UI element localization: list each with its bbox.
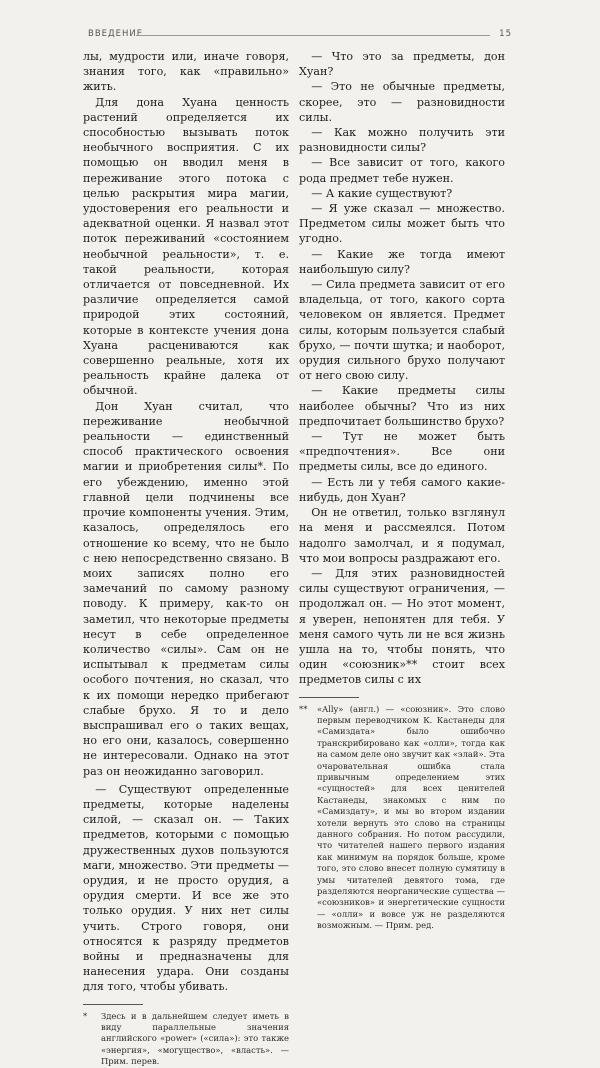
footnote-mark: *: [83, 1010, 88, 1021]
header-rule: [136, 35, 490, 36]
paragraph: лы, мудрости или, иначе говоря, знания того, как «правильно» жить.: [83, 50, 289, 94]
footnote-text: Здесь и в дальнейшем следует иметь в виду параллельные значения английского «power» («сила»): это также «энергия», «могущество», «власть». — Прим. перев.: [101, 1010, 289, 1067]
paragraph: Он не ответил, только взглянул на меня и рассмеялся. Потом надолго замолчал, и я подумал, что мои вопросы раздражают его.: [299, 506, 505, 565]
dialogue-line: — Как можно получить эти разновидности силы?: [299, 126, 505, 155]
footnote-rule: [83, 1004, 143, 1005]
dialogue-line: — Какие предметы силы наиболее обычны? Что из них предпочитает большинство брухо?: [299, 384, 505, 428]
footnote-mark: **: [299, 703, 308, 714]
footnote-text: «Ally» (англ.) — «союзник». Это слово первым переводчиком К. Кастанеды для «Самиздата» было ошибочно транскрибировано как «олли», тогда как на самом деле оно звучит как «элай». Эта очаровательная ошибка стала привычным определением этих «сущностей» для всех ценителей Кастанеды, знакомых с ним по «Самиздату», и мы во втором издании хотели вернуть это слово на страницы данного собрания. Но потом рассудили, что читателей нашего первого издания как минимум на порядок больше, кроме того, это слово внесет полную сумятицу в умы читателей девятого тома, где разделяются неорганические существа — «союзников» и энергетические сущности — «олли» и вовсе уж не разделяются возможным. — Прим. ред.: [317, 703, 505, 931]
dialogue-line: — Тут не может быть «предпочтения». Все они предметы силы, все до единого.: [299, 430, 505, 474]
dialogue-line: — Для этих разновидностей силы существуют ограничения, — продолжал он. — Но этот момент, я уверен, непонятен для тебя. У меня самого чуть ли не вся жизнь ушла на то, чтобы понять, что один «союзник»** стоит всех предметов силы с их: [299, 566, 505, 687]
dialogue-line: — Это не обычные предметы, скорее, это — разновидности силы.: [299, 80, 505, 124]
dialogue-line: — Есть ли у тебя самого какие-нибудь, дон Хуан?: [299, 475, 505, 504]
dialogue-line: — Я уже сказал — множество. Предметом силы может быть что угодно.: [299, 202, 505, 246]
dialogue-line: — А какие существуют?: [311, 186, 453, 200]
dialogue-line: — Все зависит от того, какого рода предмет тебе нужен.: [299, 156, 505, 185]
dialogue-line: — Какие же тогда имеют наибольшую силу?: [299, 247, 505, 276]
paragraph: — Существуют определенные предметы, которые наделены силой, — сказал он. — Таких предметов, которыми с помощью дружественных духов пользуются маги, множество. Эти предметы — орудия, и не просто орудия, а орудия смерти. И все же это только орудия. У них нет силы учить. Строго говоря, они относятся к разряду предметов войны и предназначены для нанесения удара. Они созданы для того, чтобы убивать.: [83, 782, 289, 994]
dialogue-line: — Что это за предметы, дон Хуан?: [299, 50, 505, 79]
running-header: [88, 29, 512, 41]
page-number: 15: [499, 29, 512, 39]
paragraph: Для дона Хуана ценность растений определяется их способностью вызывать поток необычного восприятия. С их помощью он вводил меня в переживание этого потока с целью раскрытия мира магии, удостоверения его реальности и адекватной оценки. Я назвал этот поток переживаний «состоянием необычной реальности», т. е. такой реальности, которая отличается от повседневной. Их различие определяется самой природой этих состояний, которые в контексте учения дона Хуана расцениваются как совершенно реальные, хотя их реальность крайне далека от обычной.: [83, 95, 289, 398]
chapter-title: ВВЕДЕНИЕ: [88, 29, 144, 39]
dialogue-line: — Сила предмета зависит от его владельца, от того, какого сорта человеком он является. Предмет силы, которым пользуется слабый брухо, — почти шутка; и наоборот, орудия сильного брухо получают от него свою силу.: [299, 278, 505, 383]
footnote-rule: [299, 697, 359, 698]
footnote: [299, 704, 505, 932]
paragraph: Дон Хуан считал, что переживание необычной реальности — единственный способ практического освоения магии и приобретения силы*. По его убеждению, именно этой главной цели подчинены все прочие компоненты учения. Этим, казалось, определялось его отношение ко всему, что не было с нею непосредственно связано. В моих записях полно его замечаний по самому разному поводу. К примеру, как-то он заметил, что некоторые предметы несут в себе определенное количество «силы». Сам он не испытывал к предметам силы особого почтения, но сказал, что к их помощи нередко прибегают слабые брухо. Я то и дело выспрашивал его о таких вещах, но его они, казалось, совершенно не интересовали. Однако на этот раз он неожиданно заговорил.: [83, 399, 289, 778]
right-column: [299, 49, 505, 932]
left-column: [83, 49, 289, 1068]
footnote: [83, 1011, 289, 1068]
